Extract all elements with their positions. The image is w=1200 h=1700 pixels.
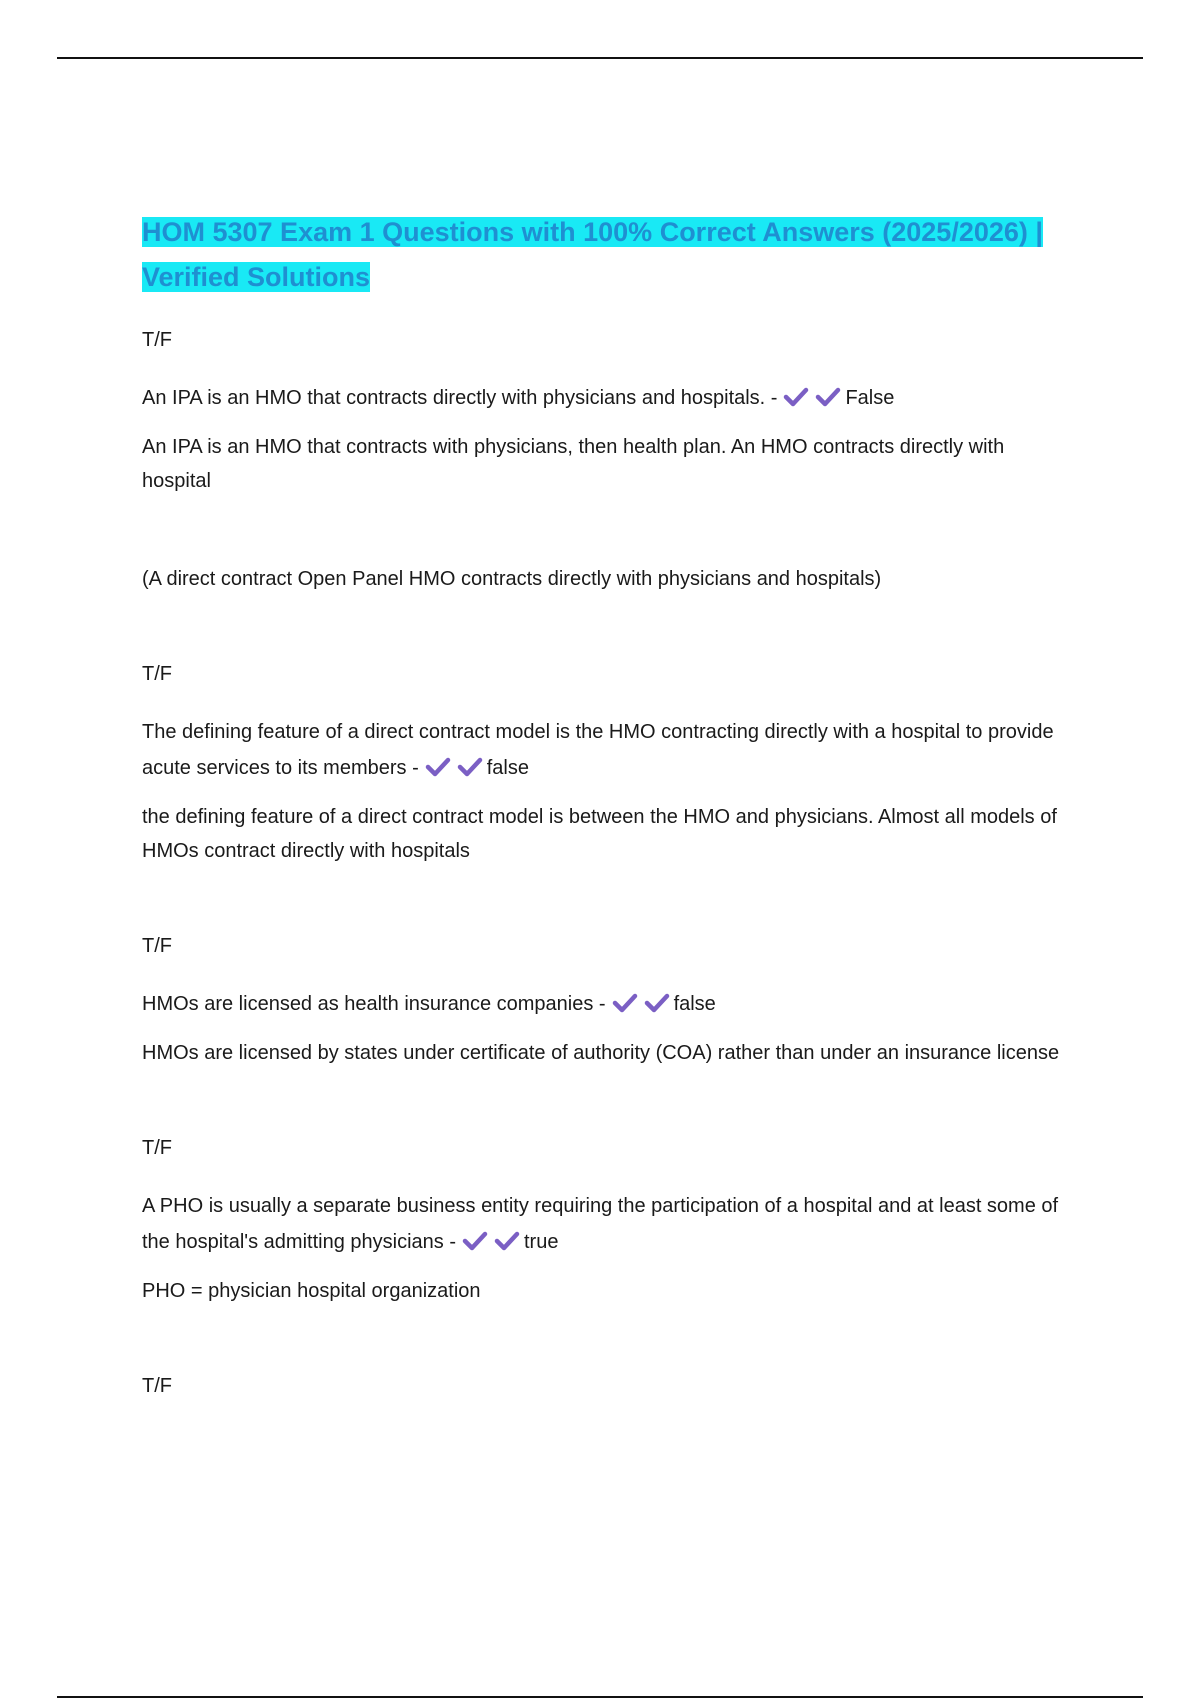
bottom-rule [57,1696,1143,1698]
qa-item-3 [142,932,1072,1070]
check-mark-icon [462,1231,488,1251]
check-mark-icon [425,757,451,777]
question-type: T/F [142,935,172,957]
explanation-text: PHO = physician hospital organization [142,1280,481,1302]
question-text: An IPA is an HMO that contracts directly with physicians and hospitals. - False [142,387,895,409]
answer-text: False [845,387,895,409]
explanation-text: HMOs are licensed by states under certificate of authority (COA) rather than under an insurance license [142,1042,1060,1064]
question-type: T/F [142,329,172,351]
document-body [142,210,1072,1426]
answer-checks [425,757,483,777]
question-type: T/F [142,1137,172,1159]
document-title: HOM 5307 Exam 1 Questions with 100% Correct Answers (2025/2026) | Verified Solutions [142,217,1043,292]
extra-note: (A direct contract Open Panel HMO contracts directly with physicians and hospitals) [142,568,882,590]
qa-item-2 [142,660,1072,868]
check-mark-icon [783,387,809,407]
explanation-text: An IPA is an HMO that contracts with physicians, then health plan. An HMO contracts directly with hospital [142,436,1005,492]
answer-text: false [486,757,529,779]
question-type: T/F [142,663,172,685]
explanation-text: the defining feature of a direct contract model is between the HMO and physicians. Almost all models of HMOs contract directly with hospitals [142,806,1057,862]
question-text: A PHO is usually a separate business entity requiring the participation of a hospital and at least some of the hospital's admitting physicians - true [142,1195,1059,1253]
question-type: T/F [142,1375,172,1397]
check-mark-icon [644,993,670,1013]
qa-item-4 [142,1134,1072,1308]
answer-checks [612,993,670,1013]
top-rule [57,57,1143,59]
check-mark-icon [815,387,841,407]
answer-text: true [523,1231,559,1253]
answer-checks [783,387,841,407]
qa-item-1 [142,326,1072,596]
check-mark-icon [457,757,483,777]
check-mark-icon [494,1231,520,1251]
answer-checks [462,1231,520,1251]
question-text: The defining feature of a direct contract model is the HMO contracting directly with a hospital to provide acute services to its members - false [142,721,1054,779]
question-text: HMOs are licensed as health insurance companies - false [142,993,716,1015]
answer-text: false [673,993,716,1015]
qa-item-5 [142,1372,1072,1400]
check-mark-icon [612,993,638,1013]
